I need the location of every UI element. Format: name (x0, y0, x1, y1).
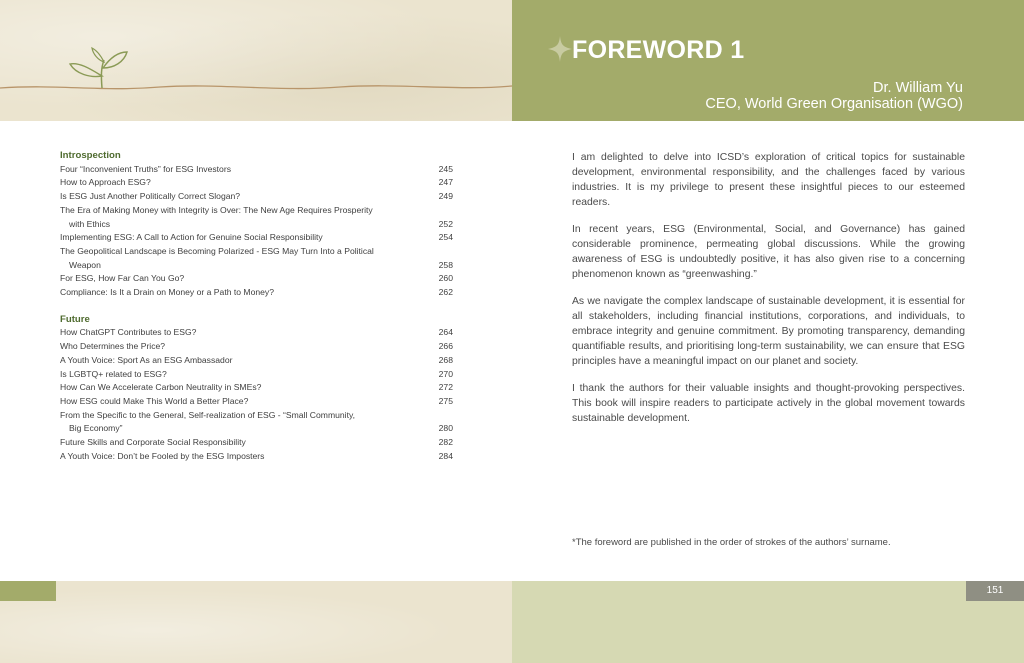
toc-entry (60, 368, 453, 382)
table-of-contents (60, 149, 453, 463)
toc-entry (60, 422, 453, 436)
author-title: CEO, World Green Organisation (WGO) (705, 96, 963, 112)
foreword-body (572, 150, 965, 438)
author-name: Dr. William Yu (873, 80, 963, 96)
toc-entry-title: From the Specific to the General, Self-realization of ESG - “Small Community, (60, 409, 355, 420)
footer-paper-panel (0, 581, 512, 663)
toc-entry-page: 260 (438, 273, 453, 284)
body-paragraph: As we navigate the complex landscape of sustainable development, it is essential for all stakeholders, including financial institutions, corporations, and individuals, to embrace integrity and genuine commitment. By promoting transparency, demanding quantifiable results, and prioritising long-term sustainability, we can ensure that ESG principles have a meaningful impact on our planet and society. (572, 296, 965, 367)
page-title: FOREWORD 1 (572, 36, 745, 64)
toc-entry-title: How to Approach ESG? (60, 177, 151, 188)
toc-entry-page: 252 (438, 218, 453, 229)
toc-entry (60, 409, 453, 423)
toc-entry (60, 176, 453, 190)
toc-entry-page: 266 (438, 341, 453, 352)
toc-entry-page: 249 (438, 191, 453, 202)
toc-entry-page: 245 (438, 163, 453, 174)
toc-entry-page: 272 (438, 382, 453, 393)
toc-entry-title: How ESG could Make This World a Better Place? (60, 395, 249, 406)
toc-entry (60, 204, 453, 218)
toc-entry-title: Who Determines the Price? (60, 341, 166, 352)
body-paragraph: I thank the authors for their valuable insights and thought-provoking perspectives. This book will inspire readers to participate actively in the global movement towards sustainable development. (572, 383, 965, 424)
sprout-icon (0, 40, 512, 110)
toc-entry (60, 340, 453, 354)
toc-entry-title: Weapon (69, 259, 101, 270)
toc-entry-title: with Ethics (69, 218, 111, 229)
sparkle-icon (548, 36, 572, 62)
toc-entry-title: A Youth Voice: Don’t be Fooled by the ESG Imposters (60, 450, 265, 461)
toc-entry (60, 190, 453, 204)
toc-entry (60, 286, 453, 300)
footer-tab (0, 581, 56, 601)
toc-entry-title: Implementing ESG: A Call to Action for Genuine Social Responsibility (60, 232, 323, 243)
toc-entry-page: 284 (438, 450, 453, 461)
toc-entry-page: 258 (438, 259, 453, 270)
toc-entry (60, 326, 453, 340)
toc-entry-title: Big Economy” (69, 423, 123, 434)
toc-entry (60, 450, 453, 464)
toc-entry-title: Is ESG Just Another Politically Correct Slogan? (60, 191, 241, 202)
toc-entry-title: Future Skills and Corporate Social Responsibility (60, 437, 246, 448)
toc-entry-title: Compliance: Is It a Drain on Money or a Path to Money? (60, 287, 274, 298)
toc-entry (60, 218, 453, 232)
toc-entry (60, 272, 453, 286)
footer-panel (512, 581, 1024, 663)
body-paragraph: In recent years, ESG (Environmental, Social, and Governance) has gained considerable prominence, permeating global discussions. While the growing awareness of ESG is undoubtedly positive, it has also given rise to a concerning phenomenon known as “greenwashing.” (572, 224, 965, 280)
toc-entry-page: 262 (438, 287, 453, 298)
toc-entry-page: 280 (438, 423, 453, 434)
toc-entry-title: A Youth Voice: Sport As an ESG Ambassador (60, 354, 233, 365)
toc-entry-page: 247 (438, 177, 453, 188)
toc-entry-page: 264 (438, 327, 453, 338)
toc-section-heading: Introspection (60, 150, 121, 161)
toc-entry (60, 436, 453, 450)
toc-entry-title: The Era of Making Money with Integrity is Over: The New Age Requires Prosperity (60, 204, 373, 215)
toc-entry (60, 395, 453, 409)
toc-entry (60, 381, 453, 395)
toc-entry (60, 231, 453, 245)
toc-entry (60, 354, 453, 368)
toc-entry-title: How Can We Accelerate Carbon Neutrality in SMEs? (60, 382, 262, 393)
page-number: 151 (966, 581, 1024, 601)
toc-entry-title: Four “Inconvenient Truths” for ESG Investors (60, 163, 231, 174)
toc-entry-title: How ChatGPT Contributes to ESG? (60, 327, 197, 338)
toc-entry-page: 254 (438, 232, 453, 243)
toc-entry-title: The Geopolitical Landscape is Becoming Polarized - ESG May Turn Into a Political (60, 245, 374, 256)
toc-entry-page (433, 245, 453, 259)
toc-entry-page: 275 (438, 395, 453, 406)
footnote: *The foreword are published in the order of strokes of the authors’ surname. (572, 537, 891, 548)
toc-entry-title: Is LGBTQ+ related to ESG? (60, 368, 167, 379)
toc-entry (60, 163, 453, 177)
toc-entry-page (433, 204, 453, 218)
toc-entry-title: For ESG, How Far Can You Go? (60, 273, 185, 284)
toc-entry-page: 282 (438, 437, 453, 448)
toc-entry (60, 245, 453, 259)
toc-entry (60, 259, 453, 273)
toc-entry-page: 270 (438, 368, 453, 379)
toc-entry-page (433, 409, 453, 423)
toc-entry-page: 268 (438, 354, 453, 365)
body-paragraph: I am delighted to delve into ICSD’s exploration of critical topics for sustainable development, environmental responsibility, and the challenges faced by various industries. It is my privilege to present these insightful pieces to our esteemed readers. (572, 152, 965, 208)
toc-section-heading: Future (60, 313, 90, 325)
